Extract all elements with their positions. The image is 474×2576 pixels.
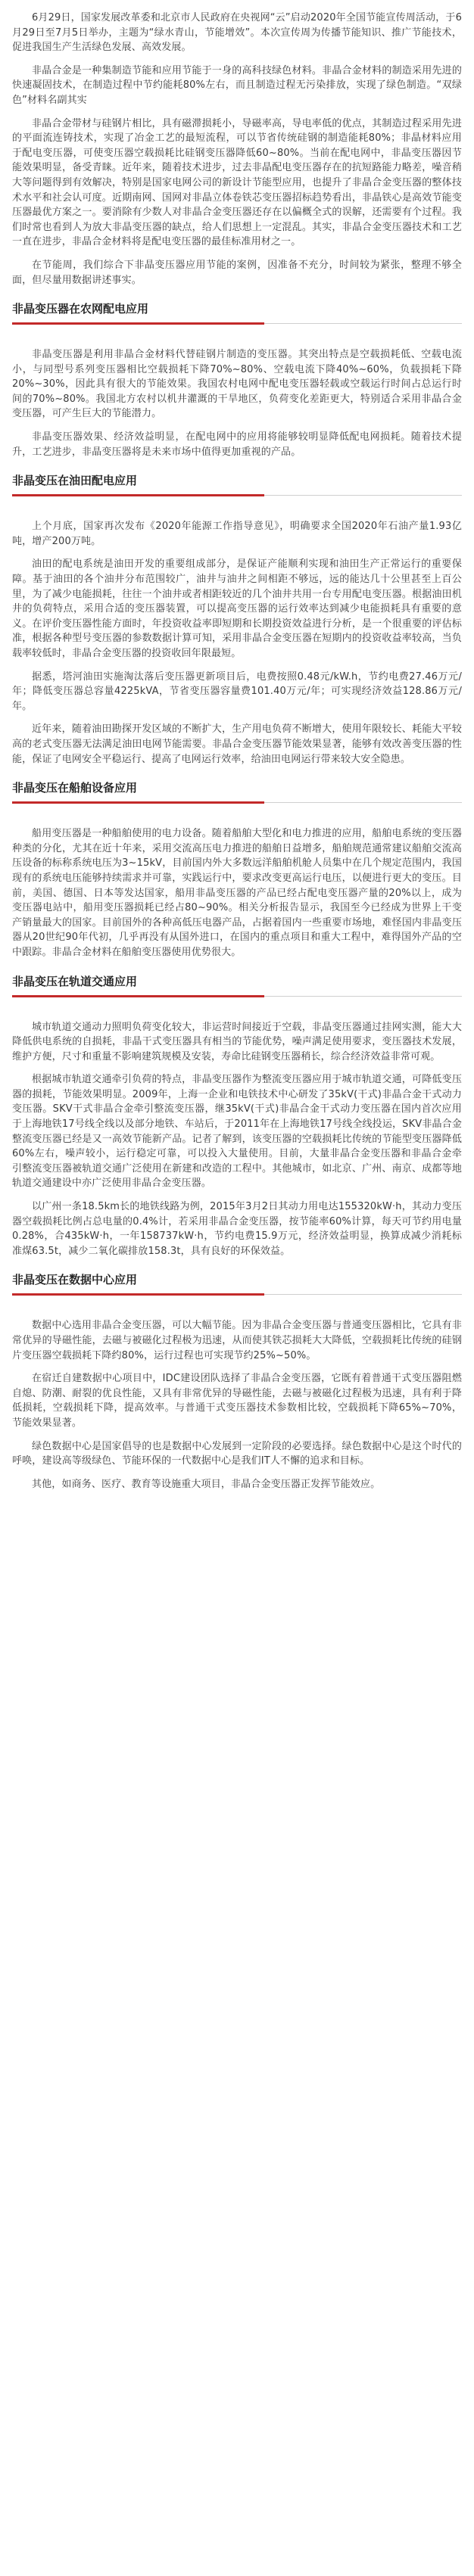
section-paragraph: 根据城市轨道交通牵引负荷的特点，非晶变压器作为整流变压器应用于城市轨道交通，可降低变压器的损耗，节能效果明显。2009年，上海一企业和电铁技术中心研发了35kV(干式)非晶合金干式动力变压器。SKV干式非晶合金牵引整流变压器，继35kV(干式)非晶合金干式动力变压器在国内首次应用于上海地铁17号线全线以及部分地铁、车站后，于2011年在上海地铁17号线全线投运，SKV非晶合金整流变压器已经是又一高效节能新产品。记者了解到，该变压器的空载损耗比传统的节能型变压器降低60%左右，噪声较小，运行稳定可靠，可以投入大量使用。目前，大量非晶合金变压器和非晶合金牵引整流变压器被轨道交通广泛使用在新建和改造的工程中。其他城市，如北京、广州、南京、成都等地轨道交通建设中亦广泛使用非晶合金变压器。: [12, 1074, 462, 1190]
section-data-center: [12, 1272, 462, 1492]
section-title: 非晶变压器在农网配电应用: [12, 302, 149, 316]
intro-paragraph-4: 在节能周，我们综合下非晶变压器应用节能的案例，因准备不充分，时间较为紧张，整理不够全面，但尽量用数据讲述事实。: [12, 259, 462, 286]
section-title: 非晶变压在轨道交通应用: [12, 974, 138, 988]
section-paragraph: 以广州一条18.5km长的地铁线路为例，2015年3月2日其动力用电达155320kW·h，其动力变压器空载损耗比例占总电量的0.4%计，若采用非晶合金变压器，按节能率60%计算，每天可节约用电量0.28%，合435kW·h，一年158737kW·h，节约电费15.9万元，经济效益明显，换算成减少消耗标准煤63.5t，减少二氧化碳排放158.3t，具有良好的环保效益。: [12, 1201, 462, 1257]
section-ship-equipment: [12, 780, 462, 960]
section-divider: [12, 995, 462, 997]
section-paragraph: 非晶变压器是利用非晶合金材料代替硅钢片制造的变压器。其突出特点是空载损耗低、空载电流小，与同型号系列变压器相比空载损耗下降70%~80%、空载电流下降40%~60%，负载损耗下降20%~30%，因此具有很大的节能效果。我国农村电网中配电变压器轻载或空载运行时间占总运行时间的70%~80%。我国北方农村以机井灌溉的干旱地区，负荷变化差距更大，特别适合采用非晶合金变压器，可产生巨大的节能潜力。: [12, 349, 462, 420]
section-title: 非晶变压在油田配电应用: [12, 474, 138, 488]
intro-paragraph-1: 6月29日，国家发展改革委和北京市人民政府在央视网“云”启动2020年全国节能宣传周活动，于6月29日至7月5日举办，主题为“绿水青山，节能增效”。本次宣传周为传播节能知识、推广节能技术，促进我国生产生活绿色发展、高效发展。: [12, 12, 462, 54]
section-paragraph: 据悉，塔河油田实施淘汰落后变压器更新项目后，电费按照0.48元/kW.h，节约电费27.46万元/年；降低变压器总容量4225kVA，节省变压器容量费101.40万元/年；可实现经济效益128.86万元/年。: [12, 670, 462, 712]
intro-paragraph-3: 非晶合金带材与硅钢片相比，具有磁滞损耗小，导磁率高，导电率低的优点，其制造过程采用先进的平面流连铸技术，实现了冶金工艺的最短流程，可以节省传统硅钢的制造能耗80%；非晶材料应用于配电变压器，可使变压器空载损耗比硅钢变压器降低60~80%。当前在配电网中，非晶变压器因节能效果明显，备受青睐。近年来，随着技术进步，过去非晶配电变压器存在的抗短路能力略差，噪音稍大等问题得到有效解决，特别是国家电网公司的新设计节能型应用，也提升了非晶合金变压器的整体技术水平和社会认可度。近期南网、国网对非晶立体卷铁芯变压器招标趋势看出，非晶铁心是高效节能变压器最优方案之一。要消除有少数人对非晶合金变压器还存在以偏概全式的误解，还需要有个过程。我们时常也看到人为放大非晶变压器的缺点，给人们思想上一定混乱。其实，非晶合金变压器技术和工艺一直在进步，非晶合金材料将是配电变压器的最佳标准用材之一。: [12, 117, 462, 248]
section-divider: [12, 801, 462, 804]
section-paragraph: 数据中心选用非晶合金变压器，可以大幅节能。因为非晶合金变压器与普通变压器相比，它具有非常优异的导磁性能，去磁与被磁化过程极为迅速，从而使其铁芯损耗大大降低，空载损耗比传统的硅钢片变压器空载损耗下降约80%，运行过程也可实现节约25%~50%。: [12, 1320, 462, 1361]
section-divider: [12, 1293, 462, 1296]
section-oilfield: [12, 473, 462, 767]
section-title: 非晶变压在数据中心应用: [12, 1273, 138, 1287]
section-title: 非晶变压在船舶设备应用: [12, 781, 138, 795]
section-paragraph: 上个月底，国家再次发布《2020年能源工作指导意见》，明确要求全国2020年石油产量1.93亿吨，增产200万吨。: [12, 521, 462, 547]
intro-paragraph-2: 非晶合金是一种集制造节能和应用节能于一身的高科技绿色材料。非晶合金材料的制造采用先进的快速凝固技术，在制造过程中节约能耗80%左右，而且制造过程无污染排放，实现了绿色制造。“双绿色”材料名副其实: [12, 64, 462, 106]
section-divider: [12, 322, 462, 325]
section-paragraph: 绿色数据中心是国家倡导的也是数据中心发展到一定阶段的必要选择。绿色数据中心是这个时代的呼唤，建设高等级绿色、节能环保的一代数据中心是我们IT人不懈的追求和目标。: [12, 1440, 462, 1467]
section-rail-transit: [12, 974, 462, 1259]
section-paragraph: 近年来，随着油田勘探开发区域的不断扩大，生产用电负荷不断增大，使用年限较长、耗能大平较高的老式变压器无法满足油田电网节能需要。非晶合金变压器节能效果显著，能够有效改善变压器的性能，保证了电网安全平稳运行、提高了电网运行效率，给油田电网运行带来较大安全隐患。: [12, 723, 462, 765]
intro: [12, 11, 462, 288]
section-paragraph: 船用变压器是一种船舶使用的电力设备。随着船舶大型化和电力推进的应用，船舶电系统的变压器种类的分化，尤其在近十年来，采用交流高压电力推进的船舶日益增多，船舶规范通常建议船舶交流高压设备的标称系统电压为3~15kV，目前国内外大多数远洋船舶机舱人员集中在几个规定范围内，我国现有的系统电压能够持续需求并可靠，实践运行中，要求改变更高运行电压，以便进行更大的变压。目前，美国、德国、日本等发达国家，船用非晶变压器的产品已经占配电变压器产量的20%以上，成为变压器电站中，船用变压器损耗已经占80~90%。相关分析报告显示，我国至今已经成为世界上干变产销量最大的国家。目前国外的各种高低压电器产品，占据着国内一些重要市场地，难怪国内非晶变压器从20世纪90年代初，几乎再没有从国外进口，在国内的重点项目和重大工程中，难得国外产品的空中跟踪。非晶合金材料在船舶变压器使用优势很大。: [12, 828, 462, 958]
section-paragraph: 在宿迁自建数据中心项目中，IDC建设团队选择了非晶合金变压器，它既有着普通干式变压器阻燃自熄、防潮、耐裂的优良性能，又具有非常优异的导磁性能，去磁与被磁化过程极为迅速，具有利于降低损耗，空载损耗下降，提高效率。与普通干式变压器技术参数相比较，空载损耗下降65%~70%，节能效果显著。: [12, 1373, 462, 1429]
section-paragraph: 其他，如商务、医疗、教育等设施重大项目，非晶合金变压器正发挥节能效应。: [32, 1478, 381, 1490]
section-paragraph: 油田的配电系统是油田开发的重要组成部分，是保证产能顺利实现和油田生产正常运行的重要保障。基于油田的各个油井分布范围较广，油井与油井之间相距不够远，远的能达几十公里甚至上百公里，为了减少电能损耗，往往一个油井或者相距较近的几个油井共用一台专用配电变压器。根据油田机井的负荷特点，采用合适的变压器装置，可以提高变压器的运行效率达到减少电能损耗具有重要的意义。在评价变压器性能方面时，年投资收益率即短期和长期投资效益进行分析，是一个很重要的评估标准，根据各种型号变压器的参数数据计算可知，采用非晶合金变压器在短期内的投资收益率较高，当负载率较低时，非晶合金变压器的投资收回年限最短。: [12, 558, 462, 659]
section-paragraph: 城市轨道交通动力照明负荷变化较大，非运营时间接近于空载，非晶变压器通过挂网实测，能大大降低供电系统的自损耗，非晶干式变压器具有相当的节能优势，噪声满足使用要求，变压器技术发展，维护方便，尺寸和重量不影响建筑规模及安装，寿命比硅钢变压器稍长，综合经济效益非常可观。: [12, 1021, 462, 1062]
section-paragraph: 非晶变压器效果、经济效益明显，在配电网中的应用将能够较明显降低配电网损耗。随着技术提升，工艺进步，非晶变压器将是未来市场中值得更加重视的产品。: [12, 431, 462, 458]
section-divider: [12, 494, 462, 496]
section-rural-grid: [12, 301, 462, 459]
